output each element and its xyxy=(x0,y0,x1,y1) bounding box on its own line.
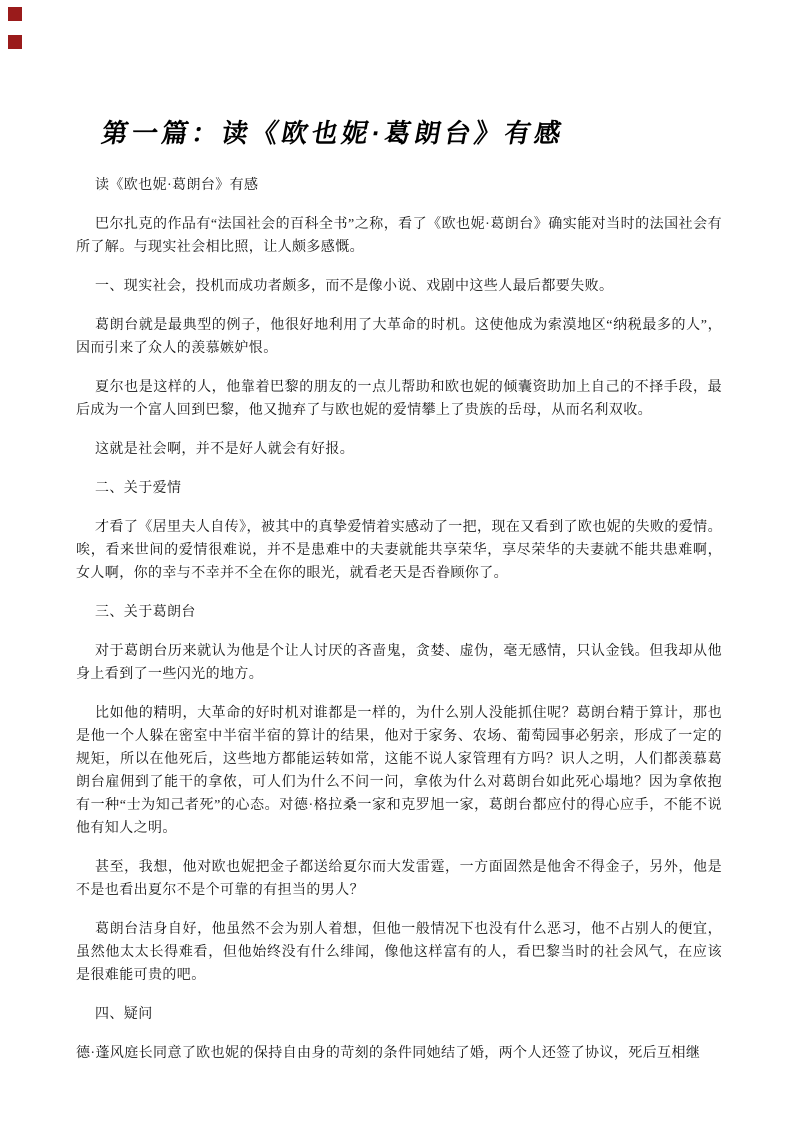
section-heading-4: 四、疑问 xyxy=(95,1007,153,1022)
essay-title xyxy=(99,118,722,148)
document-content xyxy=(76,118,722,1081)
paragraph-society: 这就是社会啊，并不是好人就会有好报。 xyxy=(95,442,355,457)
paragraph-love: 才看了《居里夫人自传》，被其中的真挚爱情着实感动了一把，现在又看到了欧也妮的失败的爱情。唉，看来世间的爱情很难说，并不是患难中的夫妻就能共享荣华，享尽荣华的夫妻就不能共患难啊，女人啊，你的幸与不幸并不全在你的眼光，就看老天是否眷顾你了。 xyxy=(76,520,722,581)
paragraph-intro: 巴尔扎克的作品有“法国社会的百科全书”之称，看了《欧也妮·葛朗台》确实能对当时的法国社会有所了解。与现实社会相比照，让人颇多感慨。 xyxy=(76,217,722,255)
essay-title-text: 第一篇：读《欧也妮·葛朗台》有感 xyxy=(99,118,568,148)
paragraph-truncated-last-line: 德·蓬风庭长同意了欧也妮的保持自由身的苛刻的条件同她结了婚，两个人还签了协议，死后互相继 xyxy=(76,1046,701,1061)
paragraph-gold: 甚至，我想，他对欧也妮把金子都送给夏尔而大发雷霆，一方面固然是他舍不得金子，另外，他是不是也看出夏尔不是个可靠的有担当的男人？ xyxy=(76,860,722,898)
paragraph-grandet-example: 葛朗台就是最典型的例子，他很好地利用了大革命的时机。这使他成为索漠地区“纳税最多的人”，因而引来了众人的羡慕嫉妒恨。 xyxy=(76,318,722,356)
paragraph-self-discipline: 葛朗台洁身自好，他虽然不会为别人着想，但他一般情况下也没有什么恶习，他不占别人的便宜，虽然他太太长得难看，但他始终没有什么绯闻，像他这样富有的人，看巴黎当时的社会风气，在应该是很难能可贵的吧。 xyxy=(76,922,722,983)
paragraph-grandet-merits: 比如他的精明，大革命的好时机对谁都是一样的，为什么别人没能抓住呢？葛朗台精于算计，那也是他一个人躲在密室中半宿半宿的算计的结果，他对于家务、农场、葡萄园事必躬亲，形成了一定的规矩，所以在他死后，这些地方都能运转如常，这能不说人家管理有方吗？识人之明，人们都羡慕葛朗台雇佣到了能干的拿侬，可人们为什么不问一问，拿侬为什么对葛朗台如此死心塌地？因为拿侬抱有一种“士为知己者死”的心态。对德·格拉桑一家和克罗旭一家，葛朗台都应付的得心应手，不能不说他有知人之明。 xyxy=(76,706,722,836)
paragraph-grandet-view: 对于葛朗台历来就认为他是个让人讨厌的吝啬鬼，贪婪、虚伪，毫无感情，只认金钱。但我却从他身上看到了一些闪光的地方。 xyxy=(76,644,722,682)
section-heading-1: 一、现实社会，投机而成功者颇多，而不是像小说、戏剧中这些人最后都要失败。 xyxy=(95,279,614,294)
essay-subtitle: 读《欧也妮·葛朗台》有感 xyxy=(95,178,259,193)
paragraph-charles: 夏尔也是这样的人，他靠着巴黎的朋友的一点儿帮助和欧也妮的倾囊资助加上自己的不择手段，最后成为一个富人回到巴黎，他又抛弃了与欧也妮的爱情攀上了贵族的岳母，从而名利双收。 xyxy=(76,380,722,418)
section-heading-2: 二、关于爱情 xyxy=(95,481,182,496)
red-square-marker-top xyxy=(8,7,22,21)
section-heading-3: 三、关于葛朗台 xyxy=(95,605,196,620)
red-square-marker-bottom xyxy=(8,35,22,49)
